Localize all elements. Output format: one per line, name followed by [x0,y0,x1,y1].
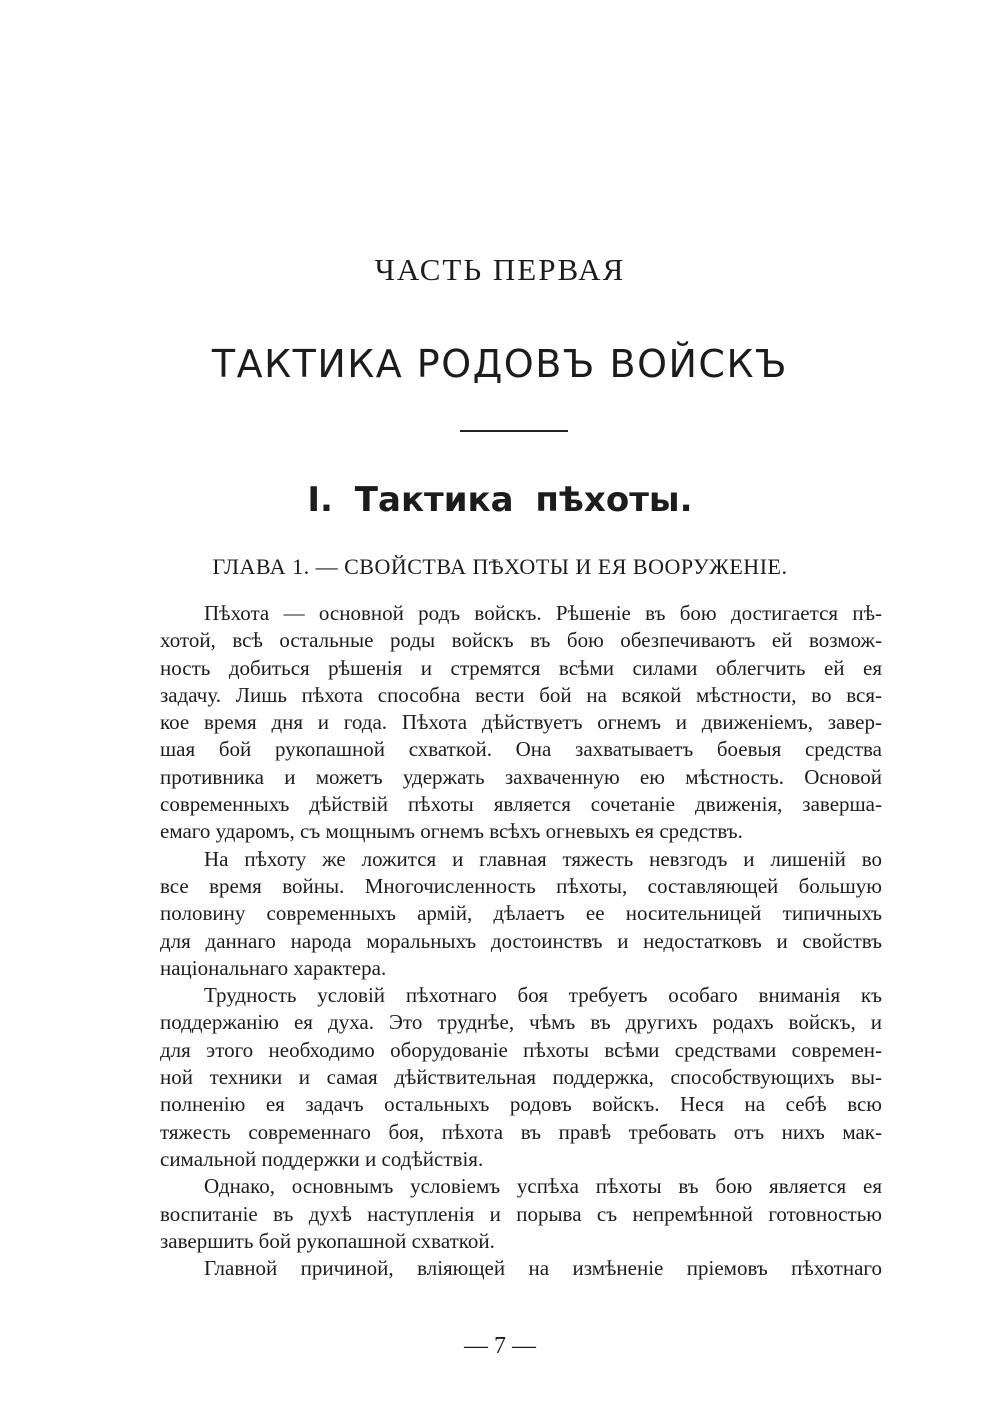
body-text [160,600,882,1282]
page-number: — 7 — [464,1333,536,1359]
text-line: Однако, основнымъ условіемъ успѣха пѣхоты въ бою является ея [204,1174,882,1199]
text-line: емаго ударомъ, съ мощнымъ огнемъ всѣхъ огневыхъ ея средствъ. [160,819,743,844]
text-line: половину современныхъ армій, дѣлаетъ ее носительницей типичныхъ [160,901,882,926]
text-line: шая бой рукопашной схваткой. Она захватываетъ боевыя средства [160,737,882,762]
text-line: воспитаніе въ духѣ наступленія и порыва съ непремѣнной готовностью [160,1201,882,1226]
text-line: все время войны. Многочисленность пѣхоты, составляющей большую [160,873,882,898]
text-line: тяжесть современнаго боя, пѣхота въ правѣ требовать отъ нихъ мак- [160,1119,882,1144]
section-title: I. Тактика пѣхоты. [307,480,693,520]
part-title: ТАКТИКА РОДОВЪ ВОЙСКЪ [211,342,789,386]
text-line: противника и можетъ удержать захваченную ею мѣстность. Основой [160,764,882,789]
part-heading: ЧАСТЬ ПЕРВАЯ [374,252,626,287]
text-line: національнаго характера. [160,955,387,980]
text-line: Трудность условій пѣхотнаго боя требуетъ особаго вниманія къ [204,983,882,1008]
text-line: для этого необходимо оборудованіе пѣхоты всѣми средствами современ- [160,1037,882,1062]
text-line: поддержанію ея духа. Это труднѣе, чѣмъ въ другихъ родахъ войскъ, и [160,1010,882,1035]
text-line: задачу. Лишь пѣхота способна вести бой на всякой мѣстности, во вся- [160,682,882,707]
divider-rule [460,430,568,432]
text-line: Пѣхота — основной родъ войскъ. Рѣшеніе въ бою достигается пѣ- [204,601,882,625]
text-line: Главной причиной, вліяющей на измѣненіе пріемовъ пѣхотнаго [204,1256,882,1281]
text-line: полненію ея задачъ остальныхъ родовъ войскъ. Неся на себѣ всю [160,1092,882,1117]
text-line: хотой, всѣ остальные роды войскъ въ бою обезпечиваютъ ей возмож- [160,628,882,653]
text-line: завершить бой рукопашной схваткой. [160,1228,495,1253]
text-line: симальной поддержки и содѣйствія. [160,1146,484,1171]
text-line: современныхъ дѣйствій пѣхоты является сочетаніе движенія, заверша- [160,792,882,817]
chapter-title: ГЛАВА 1. — СВОЙСТВА ПѢХОТЫ И ЕЯ ВООРУЖЕНІЕ. [212,554,788,579]
text-line: ной техники и самая дѣйствительная поддержка, способствующихъ вы- [160,1065,882,1090]
text-line: ность добиться рѣшенія и стремятся всѣми силами облегчить ей ея [160,655,882,680]
text-line: кое время дня и года. Пѣхота дѣйствуетъ огнемъ и движеніемъ, завер- [160,710,882,735]
text-line: На пѣхоту же ложится и главная тяжесть невзгодъ и лишеній во [204,846,882,871]
text-line: для даннаго народа моральныхъ достоинствъ и недостатковъ и свойствъ [160,928,882,953]
